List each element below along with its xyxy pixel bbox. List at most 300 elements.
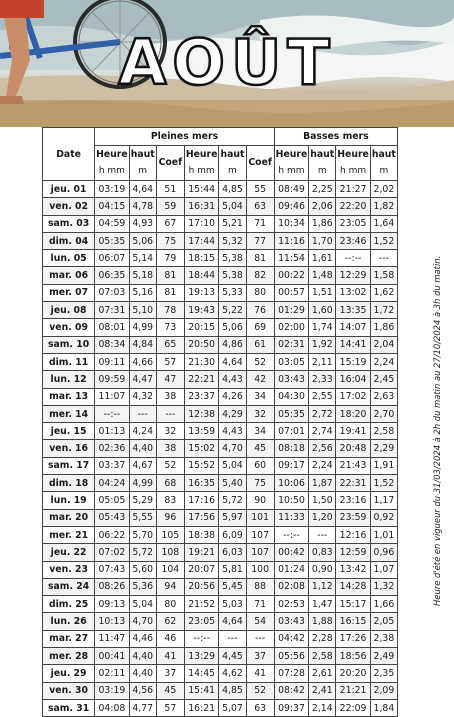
cell-pm1-coef: 67	[156, 215, 184, 232]
cell-bm1-haut: 2,28	[309, 630, 336, 647]
cell-pm1-heure: 07:31	[95, 302, 129, 319]
cell-bm2-haut: 1,64	[370, 215, 397, 232]
cell-bm1-haut: 1,74	[309, 319, 336, 336]
cell-pm2-coef: 54	[246, 613, 274, 630]
cell-pm1-heure: 03:19	[95, 682, 129, 699]
cell-pm1-coef: 59	[156, 198, 184, 215]
cell-bm1-haut: 2,55	[309, 388, 336, 405]
cell-pm1-heure: 04:15	[95, 198, 129, 215]
cell-pm2-heure: 16:21	[184, 699, 218, 716]
cell-pm2-coef: 55	[246, 181, 274, 198]
cell-pm2-coef: 107	[246, 526, 274, 543]
cell-date: jeu. 01	[43, 181, 95, 198]
cell-pm2-haut: 5,72	[219, 492, 246, 509]
cell-pm2-haut: 5,81	[219, 561, 246, 578]
cell-bm2-heure: 21:21	[336, 682, 370, 699]
cell-bm1-heure: 07:28	[274, 665, 308, 682]
cell-pm1-coef: 51	[156, 181, 184, 198]
cell-bm2-haut: 2,29	[370, 440, 397, 457]
cell-bm2-haut: 2,04	[370, 336, 397, 353]
cell-bm2-heure: 15:19	[336, 353, 370, 370]
cell-pm1-heure: 05:35	[95, 232, 129, 249]
cell-bm1-heure: 00:57	[274, 284, 308, 301]
cell-date: mar. 27	[43, 630, 95, 647]
cell-pm1-coef: 45	[156, 682, 184, 699]
cell-bm1-heure: 00:42	[274, 544, 308, 561]
cell-bm2-heure: 21:27	[336, 181, 370, 198]
cell-pm2-haut: 4,26	[219, 388, 246, 405]
cell-pm2-coef: 107	[246, 544, 274, 561]
header-haut: haut m	[129, 146, 156, 181]
cell-pm2-coef: 80	[246, 284, 274, 301]
cell-pm2-haut: 5,32	[219, 232, 246, 249]
cell-pm1-haut: 5,06	[129, 232, 156, 249]
table-row	[43, 232, 398, 249]
cell-pm2-heure: 20:07	[184, 561, 218, 578]
cell-pm2-haut: 4,45	[219, 648, 246, 665]
cell-bm2-haut: 1,82	[370, 198, 397, 215]
cell-bm1-heure: 07:01	[274, 423, 308, 440]
cell-pm1-coef: 57	[156, 353, 184, 370]
cell-pm2-heure: 22:21	[184, 371, 218, 388]
table-row	[43, 561, 398, 578]
cell-pm2-haut: 4,64	[219, 613, 246, 630]
cell-date: jeu. 29	[43, 665, 95, 682]
cell-pm1-coef: 96	[156, 509, 184, 526]
table-row	[43, 198, 398, 215]
cell-pm1-coef: 41	[156, 648, 184, 665]
cell-bm2-heure: 17:02	[336, 388, 370, 405]
table-row	[43, 648, 398, 665]
table-row	[43, 457, 398, 474]
cell-bm1-haut: 2,41	[309, 682, 336, 699]
cell-pm1-haut: 4,46	[129, 630, 156, 647]
cell-bm2-heure: 19:41	[336, 423, 370, 440]
cell-pm1-coef: 81	[156, 267, 184, 284]
cell-pm2-haut: 5,06	[219, 319, 246, 336]
cell-bm2-heure: 13:35	[336, 302, 370, 319]
cell-bm2-heure: 20:20	[336, 665, 370, 682]
cell-pm1-coef: 79	[156, 250, 184, 267]
cell-bm2-heure: 22:09	[336, 699, 370, 716]
cell-date: sam. 31	[43, 699, 95, 716]
cell-bm2-heure: 18:56	[336, 648, 370, 665]
cell-bm1-heure: 04:30	[274, 388, 308, 405]
cell-pm2-heure: 13:29	[184, 648, 218, 665]
cell-pm1-heure: 07:43	[95, 561, 129, 578]
cell-bm2-haut: 1,72	[370, 302, 397, 319]
cell-pm1-coef: 81	[156, 284, 184, 301]
header-heure: Heure h mm	[274, 146, 308, 181]
cell-pm2-haut: 4,62	[219, 665, 246, 682]
table-row	[43, 526, 398, 543]
cell-bm2-heure: 23:59	[336, 509, 370, 526]
cell-pm1-haut: 4,47	[129, 371, 156, 388]
table-row	[43, 509, 398, 526]
cell-bm2-haut: 1,84	[370, 699, 397, 716]
cell-pm1-heure: 11:47	[95, 630, 129, 647]
cell-pm1-heure: 06:35	[95, 267, 129, 284]
tide-table	[42, 127, 398, 717]
cell-pm1-heure: 02:11	[95, 665, 129, 682]
cell-pm2-coef: 71	[246, 596, 274, 613]
cell-pm1-haut: 4,99	[129, 319, 156, 336]
cell-pm2-haut: 5,40	[219, 475, 246, 492]
cell-pm1-haut: 4,32	[129, 388, 156, 405]
cell-pm1-coef: 83	[156, 492, 184, 509]
cell-bm2-haut: 2,63	[370, 388, 397, 405]
cell-bm1-heure: 03:05	[274, 353, 308, 370]
cell-pm1-haut: 4,78	[129, 198, 156, 215]
cell-bm2-haut: 1,58	[370, 267, 397, 284]
cell-pm2-heure: 15:02	[184, 440, 218, 457]
table-row	[43, 613, 398, 630]
cell-pm1-haut: 4,66	[129, 353, 156, 370]
cell-pm1-haut: 5,36	[129, 578, 156, 595]
cell-bm2-haut: 2,58	[370, 423, 397, 440]
cell-pm2-heure: 23:37	[184, 388, 218, 405]
cell-pm1-heure: 11:07	[95, 388, 129, 405]
cell-bm1-haut: 2,33	[309, 371, 336, 388]
cell-pm2-heure: 18:38	[184, 526, 218, 543]
cell-bm2-heure: 14:07	[336, 319, 370, 336]
cell-pm1-haut: 4,77	[129, 699, 156, 716]
cell-bm2-haut: 2,09	[370, 682, 397, 699]
cell-bm2-haut: 2,38	[370, 630, 397, 647]
cell-pm2-haut: 4,43	[219, 371, 246, 388]
cell-bm2-haut: 1,62	[370, 284, 397, 301]
cell-pm2-coef: 100	[246, 561, 274, 578]
cell-pm1-heure: 02:36	[95, 440, 129, 457]
cell-date: ven. 23	[43, 561, 95, 578]
month-title: AOÛT	[118, 26, 336, 99]
cell-bm1-heure: 03:43	[274, 613, 308, 630]
cell-pm1-coef: 65	[156, 336, 184, 353]
cell-pm2-coef: 41	[246, 665, 274, 682]
cell-pm2-heure: 18:44	[184, 267, 218, 284]
cell-pm1-heure: 09:13	[95, 596, 129, 613]
cell-pm2-haut: 4,43	[219, 423, 246, 440]
cell-bm1-heure: 00:22	[274, 267, 308, 284]
cell-pm1-heure: 03:19	[95, 181, 129, 198]
cell-pm2-heure: 18:15	[184, 250, 218, 267]
cell-bm1-heure: 11:54	[274, 250, 308, 267]
cell-date: mar. 06	[43, 267, 95, 284]
table-row	[43, 371, 398, 388]
cell-bm2-heure: 15:17	[336, 596, 370, 613]
cell-pm1-heure: --:--	[95, 405, 129, 422]
cell-bm1-haut: 1,60	[309, 302, 336, 319]
cell-pm2-heure: 14:45	[184, 665, 218, 682]
cell-bm2-haut: 0,92	[370, 509, 397, 526]
cell-pm2-coef: 32	[246, 405, 274, 422]
cell-pm2-haut: 4,70	[219, 440, 246, 457]
cell-date: ven. 16	[43, 440, 95, 457]
cell-pm1-haut: 4,24	[129, 423, 156, 440]
cell-bm2-heure: 12:16	[336, 526, 370, 543]
cell-pm1-haut: 5,29	[129, 492, 156, 509]
table-row	[43, 578, 398, 595]
cell-date: ven. 02	[43, 198, 95, 215]
cell-bm1-heure: 02:08	[274, 578, 308, 595]
cell-pm2-heure: 17:16	[184, 492, 218, 509]
cell-bm1-haut: 1,20	[309, 509, 336, 526]
cell-pm2-haut: 5,97	[219, 509, 246, 526]
cell-pm2-haut: 5,04	[219, 457, 246, 474]
cell-pm1-haut: 4,70	[129, 613, 156, 630]
cell-bm1-haut: 0,83	[309, 544, 336, 561]
cell-pm2-heure: 17:44	[184, 232, 218, 249]
cell-pm1-coef: ---	[156, 405, 184, 422]
cell-pm1-coef: 73	[156, 319, 184, 336]
cell-bm1-heure: 09:17	[274, 457, 308, 474]
header-coef: Coef	[156, 146, 184, 181]
cell-pm2-coef: 34	[246, 423, 274, 440]
cell-pm1-coef: 68	[156, 475, 184, 492]
cell-pm2-haut: 4,85	[219, 181, 246, 198]
cell-pm1-haut: 4,67	[129, 457, 156, 474]
cell-bm1-haut: 2,25	[309, 181, 336, 198]
cell-date: sam. 24	[43, 578, 95, 595]
cell-bm1-heure: 03:43	[274, 371, 308, 388]
cell-date: dim. 04	[43, 232, 95, 249]
cell-bm2-haut: 2,49	[370, 648, 397, 665]
table-row	[43, 181, 398, 198]
cell-pm1-coef: 57	[156, 699, 184, 716]
cell-bm1-haut: 1,92	[309, 336, 336, 353]
cell-pm2-heure: 15:52	[184, 457, 218, 474]
cell-pm2-heure: 21:52	[184, 596, 218, 613]
cell-bm1-heure: 01:29	[274, 302, 308, 319]
cell-bm2-haut: 2,02	[370, 181, 397, 198]
cell-pm1-heure: 08:34	[95, 336, 129, 353]
cell-bm2-haut: 0,96	[370, 544, 397, 561]
cell-pm1-coef: 75	[156, 232, 184, 249]
cell-pm1-haut: ---	[129, 405, 156, 422]
cell-pm1-coef: 108	[156, 544, 184, 561]
cell-bm2-heure: 16:15	[336, 613, 370, 630]
cell-pm1-coef: 94	[156, 578, 184, 595]
cell-pm1-heure: 04:24	[95, 475, 129, 492]
cell-bm2-heure: --:--	[336, 250, 370, 267]
cell-pm2-coef: 42	[246, 371, 274, 388]
cell-pm2-haut: 5,03	[219, 596, 246, 613]
cell-pm1-haut: 4,56	[129, 682, 156, 699]
cell-bm1-heure: 02:00	[274, 319, 308, 336]
table-row	[43, 440, 398, 457]
cell-bm1-heure: 08:49	[274, 181, 308, 198]
cell-bm2-haut: 1,52	[370, 232, 397, 249]
cell-bm1-haut: 2,72	[309, 405, 336, 422]
header-pleines-mers: Pleines mers	[95, 128, 275, 146]
cell-pm2-haut: 5,33	[219, 284, 246, 301]
cell-date: mar. 20	[43, 509, 95, 526]
cell-pm2-heure: 17:56	[184, 509, 218, 526]
cell-pm1-heure: 06:22	[95, 526, 129, 543]
cell-pm1-heure: 09:11	[95, 353, 129, 370]
cell-pm2-coef: 60	[246, 457, 274, 474]
cell-pm2-haut: 5,21	[219, 215, 246, 232]
cell-bm2-heure: 13:42	[336, 561, 370, 578]
cell-pm1-coef: 46	[156, 630, 184, 647]
cell-pm1-haut: 5,10	[129, 302, 156, 319]
table-row	[43, 699, 398, 716]
cell-pm2-heure: 15:44	[184, 181, 218, 198]
header-haut: haut m	[219, 146, 246, 181]
cell-bm2-heure: 21:43	[336, 457, 370, 474]
cell-pm1-haut: 5,60	[129, 561, 156, 578]
cell-bm2-heure: 14:41	[336, 336, 370, 353]
cell-pm2-coef: 77	[246, 232, 274, 249]
cell-date: ven. 09	[43, 319, 95, 336]
table-row	[43, 423, 398, 440]
cell-pm2-coef: 69	[246, 319, 274, 336]
cell-pm2-haut: 4,85	[219, 682, 246, 699]
cell-pm2-haut: 5,04	[219, 198, 246, 215]
cell-pm1-haut: 5,14	[129, 250, 156, 267]
cell-pm2-haut: 5,38	[219, 267, 246, 284]
cell-bm1-haut: 2,24	[309, 457, 336, 474]
cell-pm2-heure: 20:50	[184, 336, 218, 353]
cell-bm2-haut: 1,66	[370, 596, 397, 613]
cell-pm1-haut: 5,70	[129, 526, 156, 543]
cell-date: sam. 03	[43, 215, 95, 232]
cell-date: sam. 17	[43, 457, 95, 474]
cell-pm1-coef: 52	[156, 457, 184, 474]
cell-pm2-coef: 37	[246, 648, 274, 665]
cell-pm1-haut: 5,18	[129, 267, 156, 284]
table-row	[43, 682, 398, 699]
cell-pm1-haut: 4,93	[129, 215, 156, 232]
cell-pm1-haut: 5,72	[129, 544, 156, 561]
cell-pm1-heure: 04:59	[95, 215, 129, 232]
cell-bm2-heure: 23:46	[336, 232, 370, 249]
header-heure: Heure h mm	[184, 146, 218, 181]
cell-pm2-haut: ---	[219, 630, 246, 647]
cell-bm1-haut: 2,56	[309, 440, 336, 457]
cell-bm2-haut: 1,32	[370, 578, 397, 595]
cell-date: dim. 25	[43, 596, 95, 613]
cell-pm1-heure: 03:37	[95, 457, 129, 474]
cell-pm2-haut: 5,07	[219, 699, 246, 716]
cell-bm1-haut: 2,06	[309, 198, 336, 215]
cell-date: mar. 13	[43, 388, 95, 405]
cell-date: dim. 11	[43, 353, 95, 370]
cell-pm1-haut: 4,84	[129, 336, 156, 353]
cell-bm1-heure: 10:50	[274, 492, 308, 509]
header-photo	[0, 0, 454, 127]
cell-bm1-heure: 05:56	[274, 648, 308, 665]
cell-bm2-heure: 18:20	[336, 405, 370, 422]
cell-pm1-haut: 5,04	[129, 596, 156, 613]
cell-bm2-heure: 12:59	[336, 544, 370, 561]
cell-pm1-haut: 4,40	[129, 648, 156, 665]
cell-date: sam. 10	[43, 336, 95, 353]
header-heure: Heure h mm	[95, 146, 129, 181]
cell-pm1-heure: 09:59	[95, 371, 129, 388]
cell-pm2-coef: 88	[246, 578, 274, 595]
cell-pm1-coef: 38	[156, 440, 184, 457]
cell-pm2-heure: 19:21	[184, 544, 218, 561]
cell-bm1-haut: 1,61	[309, 250, 336, 267]
cell-pm2-heure: 19:13	[184, 284, 218, 301]
table-row	[43, 267, 398, 284]
header-haut: haut m	[370, 146, 397, 181]
cell-pm1-heure: 07:03	[95, 284, 129, 301]
cell-bm2-heure: 22:20	[336, 198, 370, 215]
table-row	[43, 630, 398, 647]
cell-bm2-haut: 2,45	[370, 371, 397, 388]
cell-pm2-coef: 101	[246, 509, 274, 526]
cell-pm1-heure: 01:13	[95, 423, 129, 440]
cell-pm2-heure: --:--	[184, 630, 218, 647]
cell-pm2-coef: 34	[246, 388, 274, 405]
subheader-row	[43, 146, 398, 181]
cell-bm2-heure: 23:16	[336, 492, 370, 509]
cell-pm1-heure: 05:05	[95, 492, 129, 509]
cell-bm1-heure: 02:31	[274, 336, 308, 353]
cell-pm2-haut: 6,09	[219, 526, 246, 543]
cell-bm2-haut: 1,17	[370, 492, 397, 509]
cell-bm1-heure: 08:42	[274, 682, 308, 699]
table-row	[43, 284, 398, 301]
cell-bm1-heure: 11:16	[274, 232, 308, 249]
summer-time-note: Heure d'été en vigueur du 31/03/2024 à 2h du matin au 27/10/2024 à 3h du matin.	[432, 255, 442, 606]
cell-bm1-haut: 2,61	[309, 665, 336, 682]
header-haut: haut m	[309, 146, 336, 181]
cell-date: jeu. 22	[43, 544, 95, 561]
cell-pm1-coef: 104	[156, 561, 184, 578]
cell-pm2-coef: 45	[246, 440, 274, 457]
table-row	[43, 405, 398, 422]
cell-pm2-heure: 16:31	[184, 198, 218, 215]
cell-pm1-haut: 5,55	[129, 509, 156, 526]
cell-pm2-haut: 4,86	[219, 336, 246, 353]
cell-pm2-heure: 19:43	[184, 302, 218, 319]
cell-pm2-haut: 4,29	[219, 405, 246, 422]
cell-pm1-heure: 10:13	[95, 613, 129, 630]
cell-bm1-haut: 2,58	[309, 648, 336, 665]
table-row	[43, 319, 398, 336]
cell-pm2-heure: 12:38	[184, 405, 218, 422]
cell-pm2-haut: 4,64	[219, 353, 246, 370]
cell-pm2-haut: 5,22	[219, 302, 246, 319]
table-row	[43, 353, 398, 370]
cell-date: mer. 28	[43, 648, 95, 665]
cell-pm2-heure: 23:05	[184, 613, 218, 630]
cell-pm2-coef: 63	[246, 198, 274, 215]
cell-bm1-haut: 1,70	[309, 232, 336, 249]
cell-bm1-heure: 04:42	[274, 630, 308, 647]
cell-pm2-heure: 20:15	[184, 319, 218, 336]
cell-pm2-coef: ---	[246, 630, 274, 647]
cell-pm1-haut: 4,64	[129, 181, 156, 198]
cell-pm2-haut: 5,38	[219, 250, 246, 267]
cell-pm1-heure: 04:08	[95, 699, 129, 716]
cell-date: jeu. 15	[43, 423, 95, 440]
cell-bm1-haut: 1,48	[309, 267, 336, 284]
cell-pm1-coef: 37	[156, 665, 184, 682]
table-row	[43, 336, 398, 353]
cell-bm2-heure: 13:02	[336, 284, 370, 301]
table-row	[43, 215, 398, 232]
cell-pm2-haut: 5,45	[219, 578, 246, 595]
header-basses-mers: Basses mers	[274, 128, 397, 146]
cell-bm2-heure: 12:29	[336, 267, 370, 284]
cell-pm1-coef: 47	[156, 371, 184, 388]
cell-pm2-heure: 17:10	[184, 215, 218, 232]
cell-pm1-coef: 105	[156, 526, 184, 543]
